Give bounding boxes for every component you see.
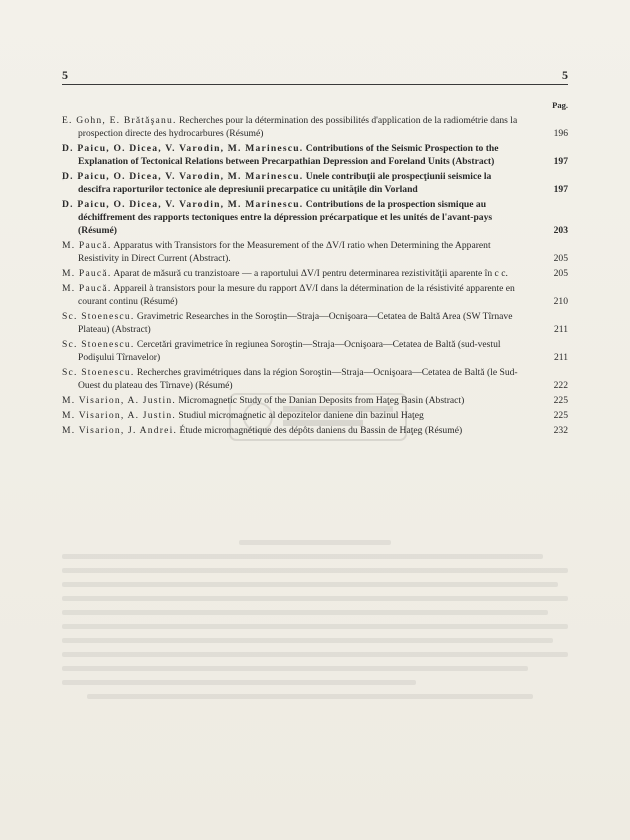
toc-entry-text: [62, 170, 568, 196]
toc-entry-title: Recherches pour la détermination des possibilités d'application de la radiométrie dans la prospection directe des hydrocarbures (Résumé): [78, 115, 518, 140]
toc-entry: [62, 366, 568, 392]
toc-entry: [62, 114, 568, 140]
watermark-logo: [228, 392, 408, 442]
toc-entry-page: 225: [553, 395, 568, 406]
toc-entry-text: [62, 310, 568, 336]
bleed-through-text: [62, 540, 568, 760]
table-of-contents: [62, 114, 568, 438]
toc-entry-title: Unele contribuţii ale prospecţiunii seismice la descifra raporturilor tectonice ale depresiunii precarpatice cu unităţile din Vorland: [78, 171, 492, 196]
header-rule: [62, 84, 568, 85]
toc-entry-text: [62, 267, 568, 280]
toc-entry-text: [62, 282, 568, 308]
toc-entry-authors: M. Visarion, A. Justin.: [62, 395, 176, 406]
toc-entry-authors: E. Gohn, E. Brătăşanu.: [62, 115, 177, 126]
toc-entry-title: Étude micromagnétique des dépôts daniens du Bassin de Haţeg (Résumé): [179, 424, 463, 436]
toc-entry-title: Contributions de la prospection sismique au déchiffrement des rapports tectoniques entre la dépression précarpatique et les unités de l'avant-pays (Résumé): [78, 199, 493, 237]
toc-entry-authors: Sc. Stoenescu.: [62, 339, 135, 350]
toc-entry-text: [62, 198, 568, 238]
toc-entry-authors: M. Paucă.: [62, 268, 112, 280]
toc-entry-text: [62, 114, 568, 140]
toc-entry-title: Cercetări gravimetrice în regiunea Soroştin—Straja—Ocnişoara—Cetatea de Baltă (sud-vestul Podişului Tîrnavelor): [78, 339, 501, 364]
toc-entry-page: 205: [553, 268, 568, 280]
toc-entry: [62, 338, 568, 364]
toc-entry-page: 197: [553, 184, 568, 196]
page-number-right: 5: [562, 68, 568, 82]
toc-entry: [62, 267, 568, 280]
toc-entry-title: Contributions of the Seismic Prospection to the Explanation of Tectonical Relations between Precarpathian Depression and Foreland Units (Abstract): [78, 143, 499, 168]
toc-entry-authors: M. Paucă.: [62, 240, 112, 252]
toc-entry-title: Micromagnetic Study of the Danian Deposits from Haţeg Basin (Abstract): [178, 395, 465, 406]
toc-entry-title: Studiul micromagnetic al depozitelor daniene din bazinul Haţeg: [178, 409, 424, 421]
toc-entry-page: 197: [553, 156, 568, 168]
toc-entry-text: [62, 338, 568, 364]
page-header: [62, 68, 568, 84]
pag-column-label: Pag.: [552, 100, 568, 110]
toc-entry: [62, 310, 568, 336]
toc-entry-authors: Sc. Stoenescu.: [62, 367, 135, 378]
toc-entry-page: 210: [553, 296, 568, 308]
toc-entry-page: 232: [553, 424, 568, 436]
toc-entry-page: 203: [553, 225, 568, 237]
toc-entry: [62, 170, 568, 196]
toc-entry-authors: Sc. Stoenescu.: [62, 311, 135, 322]
toc-entry-authors: M. Visarion, A. Justin.: [62, 409, 176, 421]
toc-entry-authors: D. Paicu, O. Dicea, V. Varodin, M. Marinescu.: [62, 199, 304, 210]
toc-entry: [62, 239, 568, 265]
toc-entry-title: Recherches gravimétriques dans la région Soroştin—Straja—Ocnişoara—Cetatea de Baltă (le Sud-Ouest du plateau des Tîrnave) (Résumé): [78, 367, 518, 392]
toc-entry-authors: D. Paicu, O. Dicea, V. Varodin, M. Marinescu.: [62, 143, 304, 154]
toc-entry-text: [62, 366, 568, 392]
toc-entry-authors: D. Paicu, O. Dicea, V. Varodin, M. Marinescu.: [62, 171, 304, 182]
toc-entry-authors: M. Visarion, J. Andrei.: [62, 424, 178, 436]
toc-entry-title: Gravimetric Researches in the Soroştin—Straja—Ocnişoara—Cetatea de Baltă Area (SW Tîrnave Plateau) (Abstract): [78, 311, 513, 336]
toc-entry-authors: M. Paucă.: [62, 283, 112, 294]
toc-entry-page: 211: [553, 324, 568, 336]
toc-entry: [62, 198, 568, 238]
toc-entry: [62, 142, 568, 168]
toc-entry: [62, 282, 568, 308]
toc-entry-page: 222: [553, 380, 568, 392]
page-number-left: 5: [62, 68, 68, 82]
toc-entry-page: 211: [553, 352, 568, 364]
toc-entry-page: 196: [553, 128, 568, 140]
toc-entry-text: [62, 142, 568, 168]
toc-entry-title: Aparat de măsură cu tranzistoare — a raportului ΔV/I pentru determinarea rezistivităţii aparente în c c.: [113, 268, 508, 280]
toc-entry-text: [62, 239, 568, 265]
toc-entry-title: Appareil à transistors pour la mesure du rapport ΔV/I dans la détermination de la résistivité apparente en courant continu (Résumé): [78, 283, 515, 308]
toc-entry-title: Apparatus with Transistors for the Measurement of the ΔV/I ratio when Determining the Apparent Resistivity in Direct Current (Abstract).: [78, 240, 491, 265]
toc-entry-page: 205: [553, 253, 568, 265]
toc-entry-page: 225: [553, 409, 568, 421]
